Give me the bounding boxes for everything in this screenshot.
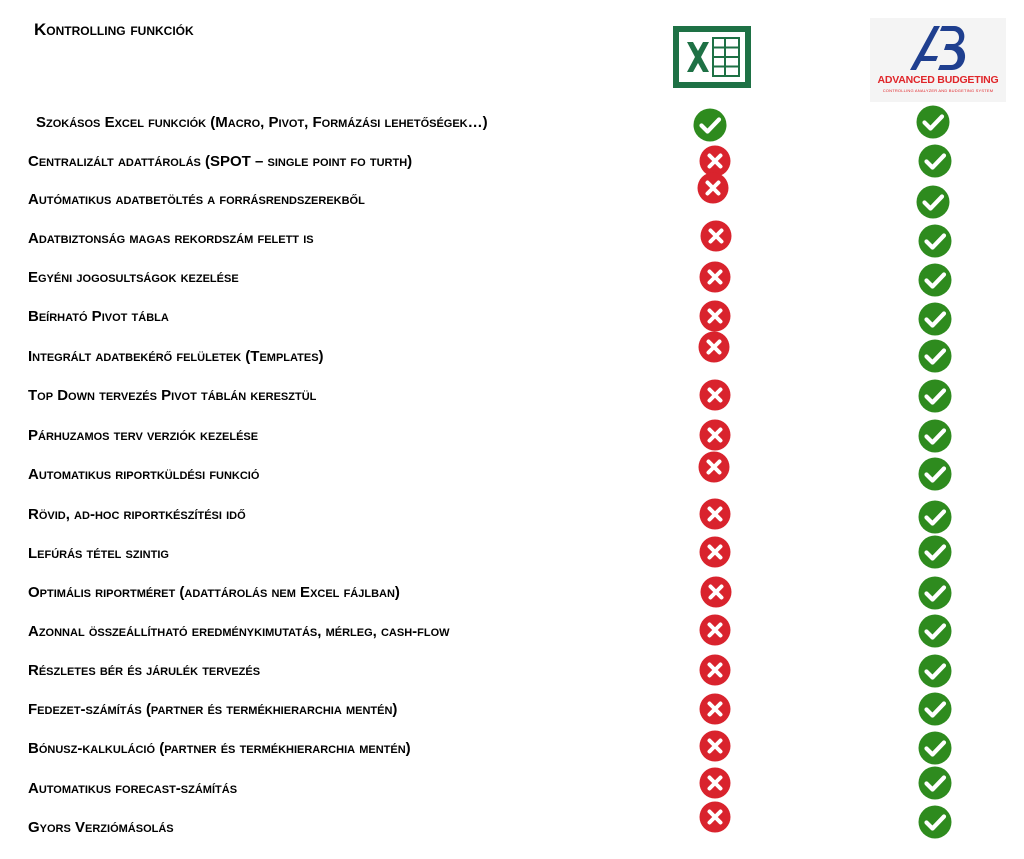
feature-row [0, 302, 1024, 332]
feature-row [0, 774, 1024, 804]
ab-check-icon [918, 614, 952, 648]
feature-label: Autómatikus adatbetöltés a forrásrendszerekből [28, 191, 365, 208]
ab-check-icon [918, 263, 952, 297]
ab-check-icon [918, 144, 952, 178]
ab-check-icon [918, 302, 952, 336]
feature-row [0, 695, 1024, 725]
feature-row [0, 381, 1024, 411]
feature-label: Rövid, ad-hoc riportkészítési idő [28, 506, 246, 523]
ab-check-icon [918, 457, 952, 491]
feature-label: Egyéni jogosultságok kezelése [28, 269, 239, 286]
brand-name: ADVANCED BUDGETING [877, 74, 999, 86]
ab-check-icon [916, 185, 950, 219]
feature-row [0, 539, 1024, 569]
excel-cross-icon [699, 261, 731, 293]
ab-check-icon [918, 731, 952, 765]
feature-label: Részletes bér és járulék tervezés [28, 662, 261, 679]
feature-label: Automatikus forecast-számítás [28, 780, 238, 797]
feature-label: Bónusz-kalkuláció (partner és termékhierarchia mentén) [28, 740, 411, 757]
feature-row [0, 734, 1024, 764]
ab-check-icon [918, 692, 952, 726]
excel-cross-icon [698, 451, 730, 483]
page-title: Kontrolling funkciók [34, 20, 194, 39]
excel-cross-icon [699, 498, 731, 530]
excel-cross-icon [699, 379, 731, 411]
feature-label: Top Down tervezés Pivot táblán keresztül [28, 387, 317, 404]
excel-cross-icon [700, 220, 732, 252]
excel-cross-icon [699, 693, 731, 725]
ab-check-icon [918, 576, 952, 610]
feature-label: Centralizált adattárolás (SPOT – single point fo turth) [28, 153, 413, 170]
feature-row [0, 185, 1024, 215]
ab-check-icon [918, 339, 952, 373]
ab-check-icon [918, 379, 952, 413]
feature-label: Lefúrás tétel szintig [28, 545, 169, 562]
ab-check-icon [916, 105, 950, 139]
feature-label: Azonnal összeállítható eredménykimutatás, mérleg, cash-flow [28, 623, 450, 640]
feature-row [0, 813, 1024, 843]
ab-check-icon [918, 500, 952, 534]
excel-check-icon [693, 108, 727, 142]
ab-check-icon [918, 766, 952, 800]
ab-check-icon [918, 654, 952, 688]
feature-label: Optimális riportméret (adattárolás nem Excel fájlban) [28, 584, 400, 601]
excel-cross-icon [699, 654, 731, 686]
ab-check-icon [918, 224, 952, 258]
feature-label: Adatbiztonság magas rekordszám felett is [28, 230, 314, 247]
excel-cross-icon [699, 767, 731, 799]
ab-check-icon [918, 419, 952, 453]
feature-label: Szokásos Excel funkciók (Macro, Pivot, Formázási lehetőségek…) [36, 114, 488, 131]
feature-label: Gyors Verziómásolás [28, 819, 174, 836]
feature-label: Párhuzamos terv verziók kezelése [28, 427, 259, 444]
feature-row [0, 460, 1024, 490]
feature-label: Beírható Pivot tábla [28, 308, 169, 325]
feature-label: Fedezet-számítás (partner és termékhierarchia mentén) [28, 701, 398, 718]
excel-cross-icon [699, 730, 731, 762]
excel-logo-icon [673, 26, 751, 88]
feature-row [0, 500, 1024, 530]
excel-cross-icon [700, 576, 732, 608]
feature-label: Automatikus riportküldési funkció [28, 466, 260, 483]
feature-row [0, 263, 1024, 293]
feature-row [0, 224, 1024, 254]
excel-cross-icon [699, 536, 731, 568]
excel-cross-icon [699, 300, 731, 332]
excel-cross-icon [698, 331, 730, 363]
feature-label: Integrált adatbekérő felületek (Templates) [28, 348, 324, 365]
feature-row [0, 617, 1024, 647]
ab-check-icon [918, 805, 952, 839]
feature-row [0, 147, 1024, 177]
feature-row [0, 421, 1024, 451]
excel-cross-icon [699, 614, 731, 646]
ab-check-icon [918, 535, 952, 569]
feature-row [0, 342, 1024, 372]
excel-cross-icon [697, 172, 729, 204]
feature-row [0, 656, 1024, 686]
feature-row [0, 578, 1024, 608]
brand-tagline: CONTROLLING ANALYZER AND BUDGETING SYSTEM [882, 88, 994, 93]
excel-cross-icon [699, 419, 731, 451]
excel-cross-icon [699, 801, 731, 833]
feature-row [0, 108, 1024, 138]
advanced-budgeting-logo-icon [870, 18, 1006, 102]
